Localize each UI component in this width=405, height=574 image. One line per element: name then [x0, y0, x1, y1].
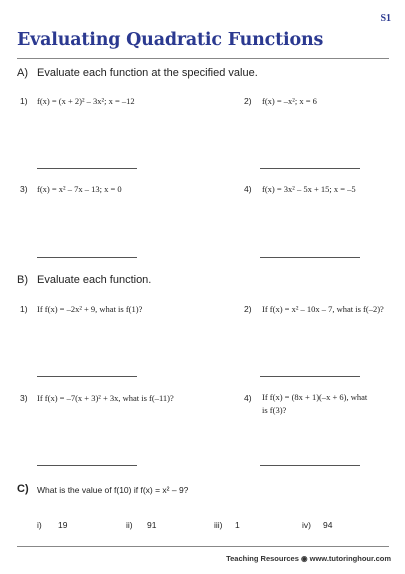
option-label: iv) [302, 520, 311, 530]
section-a-instruction: Evaluate each function at the specified value. [37, 67, 258, 79]
question-number: 3) [20, 184, 28, 194]
option-value: 94 [323, 520, 333, 530]
section-a-letter: A) [17, 67, 28, 79]
question-text: If f(x) = –7(x + 3)² + 3x, what is f(–11)? [37, 393, 174, 403]
question-number: 2) [244, 304, 252, 314]
question-number: 1) [20, 96, 28, 106]
option-value: 19 [58, 520, 68, 530]
title-divider [17, 58, 389, 59]
footer-divider [17, 546, 389, 547]
question-number: 4) [244, 393, 252, 403]
question-text: f(x) = –x²; x = 6 [262, 96, 317, 106]
answer-line [37, 168, 137, 169]
section-b-instruction: Evaluate each function. [37, 274, 152, 286]
answer-line [260, 168, 360, 169]
answer-line [260, 376, 360, 377]
question-number: 2) [244, 96, 252, 106]
footer-credit: Teaching Resources ◉ www.tutoringhour.com [226, 554, 391, 563]
option-value: 1 [235, 520, 240, 530]
question-number: 1) [20, 304, 28, 314]
question-text: f(x) = x² – 7x – 13; x = 0 [37, 184, 122, 194]
section-b-letter: B) [17, 274, 28, 286]
answer-line [37, 257, 137, 258]
question-text: If f(x) = x² – 10x – 7, what is f(–2)? [262, 304, 384, 314]
option-value: 91 [147, 520, 157, 530]
question-number: 3) [20, 393, 28, 403]
question-text: f(x) = (x + 2)² – 3x²; x = –12 [37, 96, 135, 106]
option-label: iii) [214, 520, 223, 530]
question-number: 4) [244, 184, 252, 194]
answer-line [260, 465, 360, 466]
section-c-letter: C) [17, 483, 29, 495]
answer-line [37, 376, 137, 377]
answer-line [260, 257, 360, 258]
answer-line [37, 465, 137, 466]
mcq-question: What is the value of f(10) if f(x) = x² – 9? [37, 485, 189, 495]
question-text: If f(x) = –2x² + 9, what is f(1)? [37, 304, 143, 314]
page-title: Evaluating Quadratic Functions [17, 30, 324, 50]
question-text: If f(x) = (8x + 1)(–x + 6), what is f(3)? [262, 392, 368, 415]
option-label: i) [37, 520, 42, 530]
option-label: ii) [126, 520, 133, 530]
worksheet-code: S1 [380, 13, 391, 24]
question-text: f(x) = 3x² – 5x + 15; x = –5 [262, 184, 356, 194]
